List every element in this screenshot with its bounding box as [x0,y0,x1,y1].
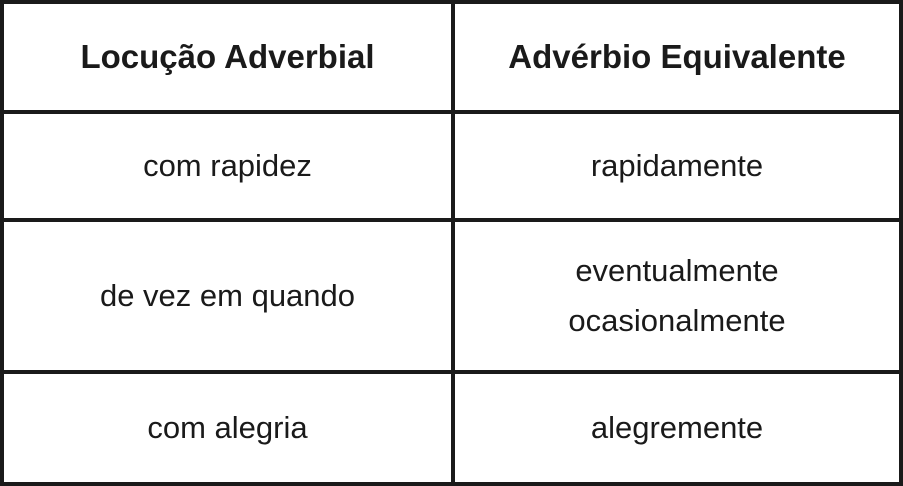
adverbio-value: rapidamente [590,148,764,184]
locucao-value: de vez em quando [99,278,356,314]
table-row-3-locucao-cell [4,374,451,482]
header-cell-locucao-adverbial [4,4,451,110]
table-row-3-adverbio-cell [455,374,899,482]
table-row-2-locucao-cell [4,222,451,370]
column-header-adverbio-label: Advérbio Equivalente [508,37,846,75]
adverbio-value-line1: eventualmente [575,253,779,289]
table-row-1-adverbio-cell [455,114,899,218]
adverbio-value: alegremente [590,410,764,446]
table-row-2-adverbio-cell [455,222,899,370]
locucao-value: com rapidez [143,148,312,184]
table-row-1-locucao-cell [4,114,451,218]
header-cell-adverbio-equivalente [455,4,899,110]
adverbio-value-line2: ocasionalmente [568,303,786,338]
locucao-value: com alegria [147,410,308,446]
column-header-locucao-label: Locução Adverbial [80,37,375,75]
